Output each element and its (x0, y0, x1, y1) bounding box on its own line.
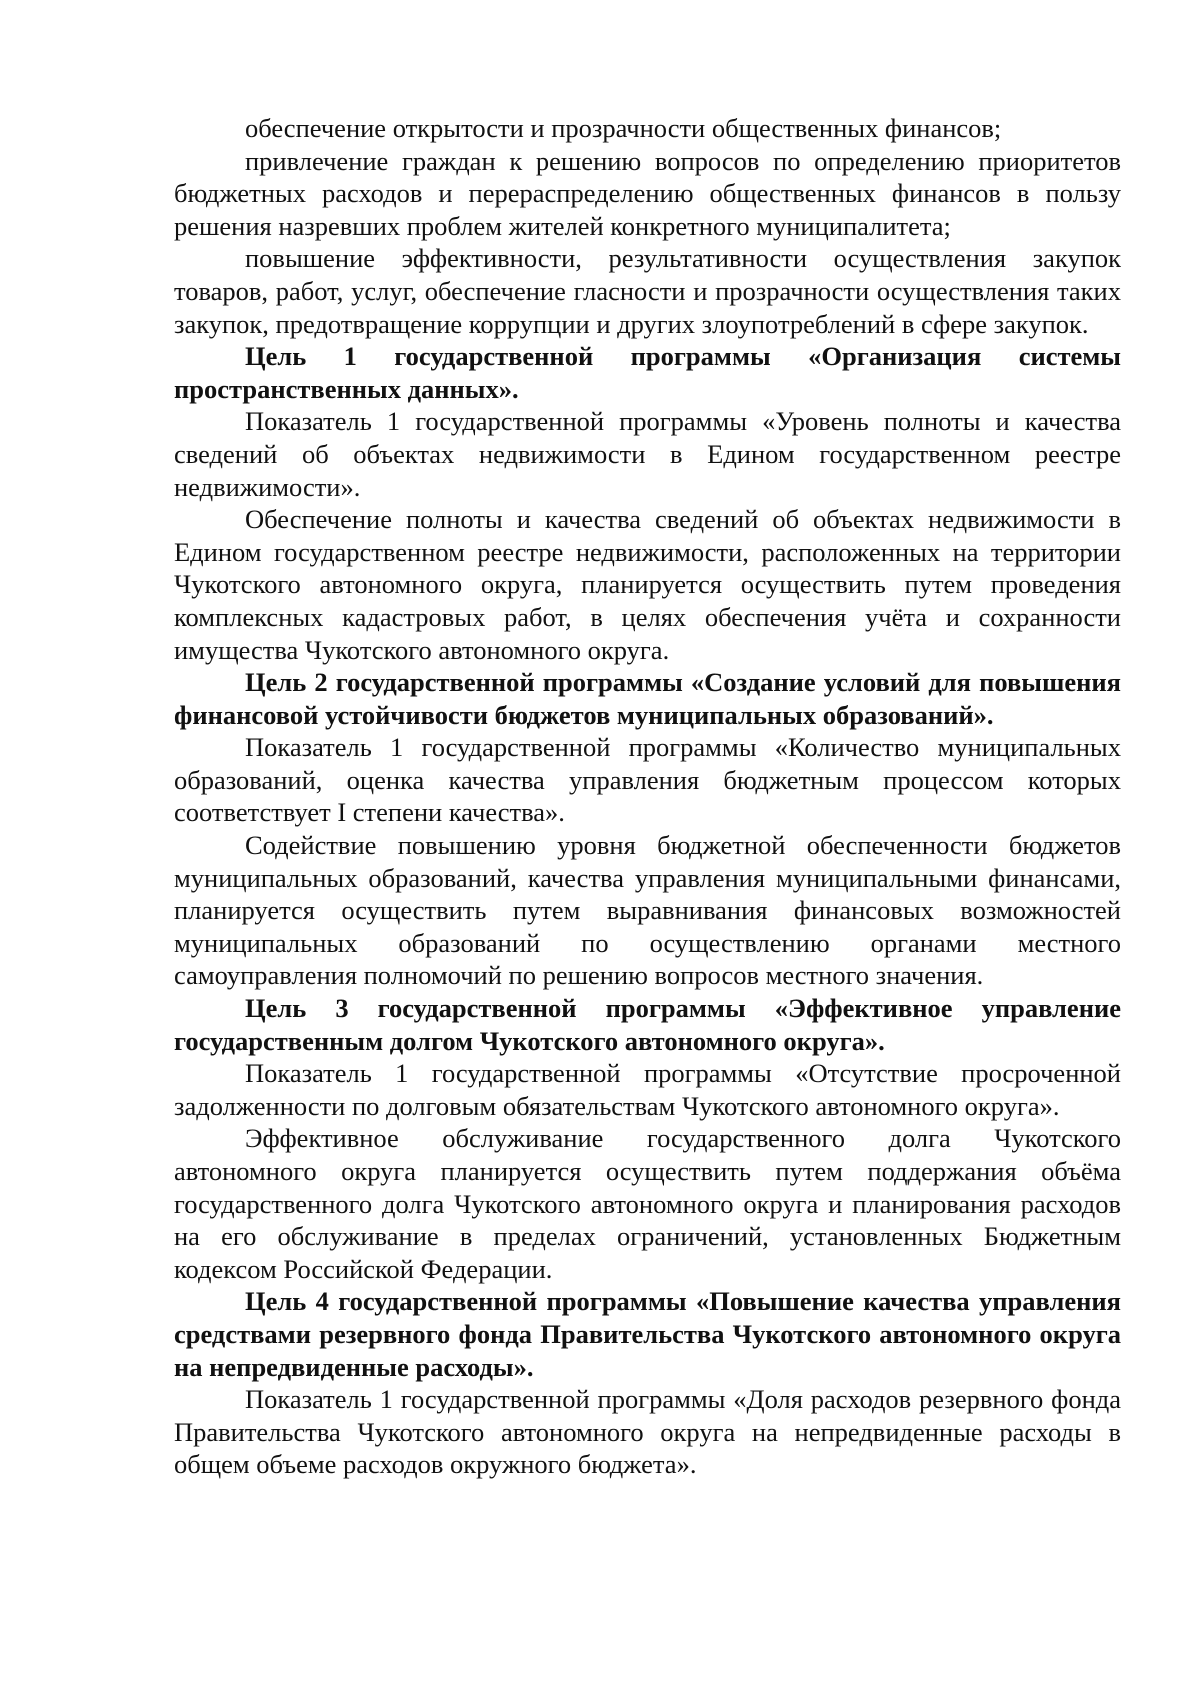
paragraph-procurement-efficiency: повышение эффективности, результативности осуществления закупок товаров, работ, услуг, обеспечение гласности и прозрачности осуществления таких закупок, предотвращение коррупции и других злоупотреблений в сфере закупок. (174, 243, 1121, 339)
paragraph-open-finances: обеспечение открытости и прозрачности общественных финансов; (245, 113, 1002, 143)
paragraph-citizen-participation: привлечение граждан к решению вопросов по определению приоритетов бюджетных расходов и перераспределению общественных финансов в пользу решения назревших проблем жителей конкретного муниципалитета; (174, 145, 1121, 241)
goal-3-indicator: Показатель 1 государственной программы «Отсутствие просроченной задолженности по долговым обязательствам Чукотского автономного округа». (174, 1058, 1121, 1121)
goal-3-description: Эффективное обслуживание государственного долга Чукотского автономного округа планируется осуществить путем поддержания объёма государственного долга Чукотского автономного округа и планирования расходов на его обслуживание в пределах ограничений, установленных Бюджетным кодексом Российской Федерации. (174, 1123, 1121, 1284)
goal-4-heading: Цель 4 государственной программы «Повышение качества управления средствами резервного фонда Правительства Чукотского автономного округа на непредвиденные расходы». (174, 1286, 1121, 1382)
goal-2-description: Содействие повышению уровня бюджетной обеспеченности бюджетов муниципальных образований, качества управления муниципальными финансами, планируется осуществить путем выравнивания финансовых возможностей муниципальных образований по осуществлению органами местного самоуправления полномочий по решению вопросов местного значения. (174, 830, 1121, 991)
document-body (174, 112, 1121, 1481)
goal-2-indicator: Показатель 1 государственной программы «Количество муниципальных образований, оценка качества управления бюджетным процессом которых соответствует I степени качества». (174, 732, 1121, 828)
goal-1-indicator: Показатель 1 государственной программы «Уровень полноты и качества сведений об объектах недвижимости в Едином государственном реестре недвижимости». (174, 406, 1121, 502)
goal-1-description: Обеспечение полноты и качества сведений об объектах недвижимости в Едином государственном реестре недвижимости, расположенных на территории Чукотского автономного округа, планируется осуществить путем проведения комплексных кадастровых работ, в целях обеспечения учёта и сохранности имущества Чукотского автономного округа. (174, 504, 1121, 665)
goal-1-heading: Цель 1 государственной программы «Организация системы пространственных данных». (174, 341, 1121, 404)
goal-4-indicator: Показатель 1 государственной программы «Доля расходов резервного фонда Правительства Чукотского автономного округа на непредвиденные расходы в общем объеме расходов окружного бюджета». (174, 1384, 1121, 1480)
goal-3-heading: Цель 3 государственной программы «Эффективное управление государственным долгом Чукотского автономного округа». (174, 993, 1121, 1056)
goal-2-heading: Цель 2 государственной программы «Создание условий для повышения финансовой устойчивости бюджетов муниципальных образований». (174, 667, 1121, 730)
